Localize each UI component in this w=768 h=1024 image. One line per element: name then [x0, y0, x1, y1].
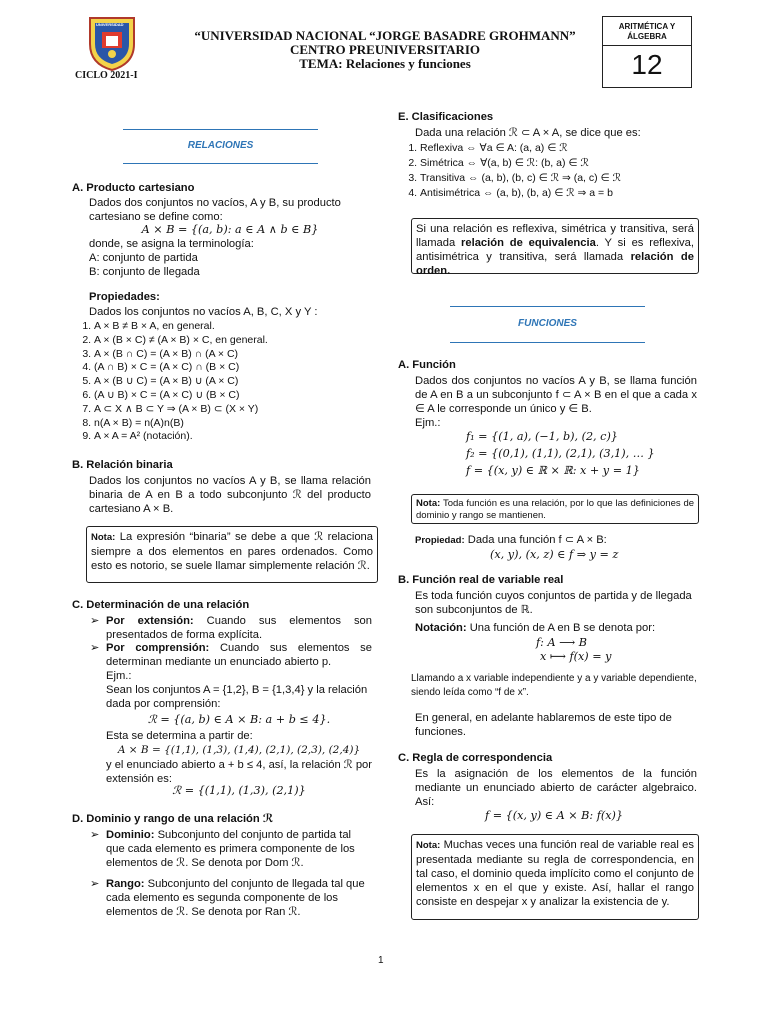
by-comprehension-item	[106, 641, 372, 669]
function-c-text: Es la asignación de los elementos de la función mediante un enunciado abierto de carácter algebraico. Así:	[415, 768, 697, 808]
notation-text: Una función de A en B se denota por:	[469, 622, 656, 634]
note-binaria-box	[86, 526, 378, 583]
properties-intro: Dados los conjuntos no vacíos A, B, C, X y Y :	[89, 306, 318, 318]
properties-list	[72, 320, 384, 444]
property-text: Dada una función f ⊂ A × B:	[467, 534, 607, 546]
function-b-text: Es toda función cuyos conjuntos de partida y de llegada son subconjuntos de ℝ.	[415, 590, 692, 616]
domain-item	[106, 828, 372, 870]
property-item: 6. (A ∪ B) × C = (A × C) ∪ (B × C)	[94, 389, 384, 403]
subject-tag	[602, 16, 692, 88]
equivalence-box	[411, 218, 699, 277]
function-example-1: f₁ = {(1, a), (−1, b), (2, c)}	[466, 430, 618, 443]
function-property	[415, 533, 607, 548]
product-extension-formula: A × B = {(1,1), (1,3), (1,4), (2,1), (2,3), (2,4)}	[117, 744, 361, 756]
relation-extension-result: ℛ = {(1,1), (1,3), (2,1)}	[172, 784, 306, 797]
example-sets: Sean los conjuntos A = {1,2}, B = {1,3,4} y la relación dada por comprensión:	[106, 684, 368, 710]
equivalence-text-1: Si una relación es reflexiva, simétrica y transitiva, será llamada	[416, 223, 694, 249]
general-text: En general, en adelante hablaremos de este tipo de funciones.	[415, 712, 672, 738]
determination-text: Esta se determina a partir de:	[106, 730, 253, 742]
note-label: Nota:	[416, 840, 441, 851]
variables-text: Llamando a x variable independiente y a y variable dependiente, siendo leída como “f de x”.	[411, 673, 697, 698]
classifications-list	[398, 141, 720, 201]
property-item: 7. A ⊂ X ∧ B ⊂ Y ⇒ (A × B) ⊂ (X × Y)	[94, 403, 384, 417]
note-label: Nota:	[416, 498, 441, 509]
function-example-2: f₂ = {(0,1), (1,1), (2,1), (3,1), … }	[466, 447, 655, 460]
equivalence-text-2: . Y si es reflexiva, antisimétrica y transitiva, será llamada	[416, 237, 694, 263]
section-a-text2: donde, se asigna la terminología:	[89, 238, 254, 250]
section-b-text: Dados los conjuntos no vacíos A y B, se llama relación binaria de A en B a todo subconjunto ℛ del producto cartesiano A × B.	[89, 475, 371, 515]
function-a-text: Dados dos conjuntos no vacíos A y B, se llama función de A en B a un subconjunto f ⊂ A × B en el que a cada x ∈ A le corresponde un único y ∈ B.	[415, 375, 697, 415]
property-item: 4. (A ∩ B) × C = (A × C) ∩ (B × C)	[94, 361, 384, 375]
equivalence-bold-1: relación de equivalencia	[461, 237, 596, 249]
relaciones-banner: RELACIONES	[187, 140, 254, 151]
extension-label: Por extensión:	[106, 615, 194, 627]
properties-title: Propiedades:	[89, 291, 160, 303]
note-function-box	[411, 494, 699, 524]
university-title: “UNIVERSIDAD NACIONAL “JORGE BASADRE GROHMANN”	[194, 28, 576, 43]
range-label: Rango:	[106, 878, 145, 890]
classification-item: 1. Reflexiva ⇔ ∀a ∈ A: (a, a) ∈ ℛ	[420, 141, 720, 156]
property-item: 2. A × (B × C) ≠ (A × B) × C, en general.	[94, 334, 384, 348]
range-text: Subconjunto del conjunto de llegada tal que cada elemento es segunda componente de los elementos de ℛ. Se denota por Ran ℛ.	[106, 878, 365, 918]
equivalence-bold-2: relación de orden.	[416, 251, 694, 277]
extension-text: Cuando sus elementos son presentados de forma explícita.	[106, 615, 372, 641]
section-d-title: D. Dominio y rango de una relación ℛ	[72, 813, 274, 825]
correspondence-formula: f = {(x, y) ∈ A × B: f(x)}	[485, 809, 624, 822]
note-correspondence-box	[411, 834, 699, 920]
mapping-line-2: x ⟼ f(x) = y	[540, 650, 612, 663]
section-e-title: E. Clasificaciones	[398, 111, 494, 123]
function-example-3: f = {(x, y) ∈ ℝ × ℝ: x + y = 1}	[466, 464, 640, 477]
range-item	[106, 877, 372, 919]
banner-rule-top	[123, 129, 318, 130]
university-logo	[86, 14, 138, 72]
by-extension-item	[106, 614, 372, 642]
notation-line	[415, 621, 655, 635]
example-label: Ejm.:	[106, 670, 132, 682]
funciones-banner: FUNCIONES	[518, 318, 577, 329]
note-text: La expresión “binaria” se debe a que ℛ relaciona siempre a dos elementos en pares ordenados. Como esto es notorio, se suele llamar simplemente relación ℛ.	[91, 531, 374, 572]
note-text: Toda función es una relación, por lo que las definiciones de dominio y rango se mantienen.	[416, 498, 695, 521]
section-b-title: B. Relación binaria	[72, 459, 173, 471]
classification-item: 3. Transitiva ⇔ (a, b), (b, c) ∈ ℛ ⇒ (a, c) ∈ ℛ	[420, 171, 720, 186]
property-item: 5. A × (B ∪ C) = (A × B) ∪ (A × C)	[94, 375, 384, 389]
topic-title: TEMA: Relaciones y funciones	[299, 56, 471, 71]
function-b-title: B. Función real de variable real	[398, 574, 564, 586]
banner-rule-top	[450, 306, 645, 307]
function-example-label: Ejm.:	[415, 417, 441, 429]
page-number: 1	[378, 955, 384, 966]
cycle-label: CICLO 2021-I	[75, 70, 138, 81]
section-a-title: A. Producto cartesiano	[72, 182, 195, 194]
comprehension-text: Cuando sus elementos se determinan mediante un enunciado abierto p.	[106, 642, 373, 668]
banner-rule-bottom	[450, 342, 645, 343]
domain-label: Dominio:	[106, 829, 155, 841]
property-label: Propiedad:	[415, 535, 465, 546]
end-set-definition: B: conjunto de llegada	[89, 266, 200, 278]
comprehension-label: Por comprensión:	[106, 642, 210, 654]
cartesian-formula: A × B = {(a, b): a ∈ A ∧ b ∈ B}	[141, 223, 319, 236]
banner-rule-bottom	[123, 163, 318, 164]
property-item: 3. A × (B ∩ C) = (A × B) ∩ (A × C)	[94, 348, 384, 362]
open-statement-text: y el enunciado abierto a + b ≤ 4, así, la relación ℛ por extensión es:	[106, 759, 373, 785]
subject-name: ARITMÉTICA Y ÁLGEBRA	[618, 22, 676, 41]
centre-title: CENTRO PREUNIVERSITARIO	[289, 42, 481, 57]
classification-item: 2. Simétrica ⇔ ∀(a, b) ∈ ℛ: (b, a) ∈ ℛ	[420, 156, 720, 171]
relation-comprehension-formula: ℛ = {(a, b) ∈ A × B: a + b ≤ 4}.	[147, 713, 331, 726]
mapping-line-1: f: A ⟶ B	[536, 636, 587, 649]
note-text: Muchas veces una función real de variable real es presentada mediante su regla de correspondencia, en tal caso, el dominio queda implícito como el conjunto de elementos x en el que y existe. Así, hallar el rango consiste en despejar x y analizar la existencia de y.	[416, 839, 695, 908]
function-c-title: C. Regla de correspondencia	[398, 752, 553, 764]
function-a-title: A. Función	[398, 359, 456, 371]
notation-label: Notación:	[415, 622, 467, 634]
section-e-text: Dada una relación ℛ ⊂ A × A, se dice que es:	[415, 127, 641, 139]
property-item: 8. n(A × B) = n(A)n(B)	[94, 417, 384, 431]
property-item: 1. A × B ≠ B × A, en general.	[94, 320, 384, 334]
logo-text: UNIVERSIDAD	[96, 22, 124, 27]
note-label: Nota:	[91, 532, 116, 543]
start-set-definition: A: conjunto de partida	[89, 252, 198, 264]
classification-item: 4. Antisimétrica ⇔ (a, b), (b, a) ∈ ℛ ⇒ a = b	[420, 186, 720, 201]
lesson-number: 12	[631, 49, 663, 80]
section-c-title: C. Determinación de una relación	[72, 599, 250, 611]
property-item: 9. A × A = A² (notación).	[94, 430, 384, 444]
domain-text: Subconjunto del conjunto de partida tal que cada elemento es primera componente de los elementos de ℛ. Se denota por Dom ℛ.	[106, 829, 355, 869]
property-formula: (x, y), (x, z) ∈ f ⇒ y = z	[490, 548, 619, 561]
section-a-text: Dados dos conjuntos no vacíos, A y B, su producto cartesiano se define como:	[89, 197, 341, 223]
tag-divider	[603, 45, 691, 46]
